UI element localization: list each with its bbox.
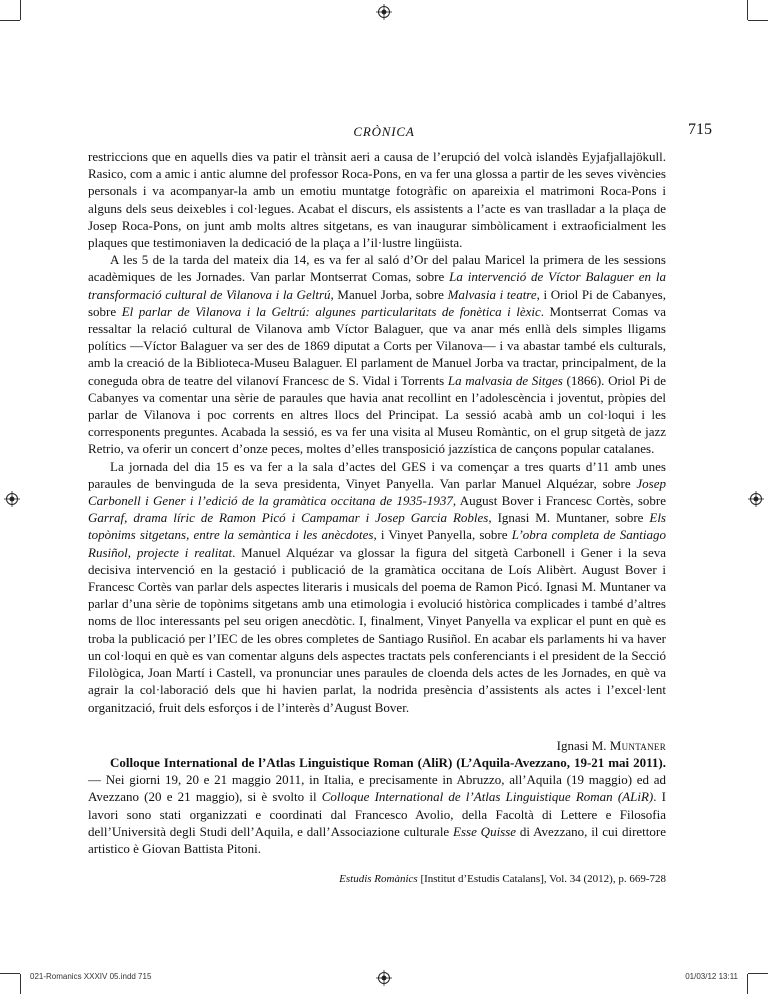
registration-mark-icon	[376, 970, 392, 986]
crop-mark	[747, 974, 748, 994]
paragraph: La jornada del dia 15 es va fer a la sala d’actes del GES i va començar a tres quarts d’11 amb unes paraules de benvinguda de la seva presidenta, Vinyet Panyella. Van parlar Manuel Alquézar, sobre Josep Carbonell i Gener i l’edició de la gramàtica occitana de 1935-1937, August Bover i Francesc Cortès, sobre Garraf, drama líric de Ramon Picó i Campamar i Josep Garcia Robles, Ignasi M. Muntaner, sobre Els topònims sitgetans, entre la semàntica i les anècdotes, i Vinyet Panyella, sobre L’obra completa de Santiago Rusiñol, projecte i realitat. Manuel Alquézar va glossar la figura del sitgetà Carbonell i Gener i la seva decisiva intervenció en la gestació i publicació de la gramàtica occitana de Loís Alibèrt. August Bover i Francesc Cortès van parlar dels aspectes literaris i musicals del poema de Ramon Picó. Ignasi M. Muntaner va parlar d’una sèrie de topònims sitgetans amb una etimologia i evolució històrica complicades i també d’altres noms de lloc interessants pel seu origen anecdòtic. I, finalment, Vinyet Panyella va explicar el punt en què es troba la publicació per l’IEC de les obres completes de Santiago Rusiñol. En acabar els parlaments hi va haver un col·loqui en què es van comentar alguns dels aspectes tractats pels conferenciants i el president de la Secció Filològica, Joan Martí i Castell, va pronunciar unes paraules de cloenda dels actes de les Jornades, en què va agrair la col·laboració dels que hi havien parlat, la nodrida presència d’assistents als actes i l’excel·lent organització, fruit dels esforços i de l’interès d’August Bover.	[88, 458, 666, 715]
author-signature: Ignasi M. Muntaner	[556, 737, 666, 753]
registration-mark-icon	[4, 491, 20, 507]
journal-reference: Estudis Romànics [Institut d’Estudis Catalans], Vol. 34 (2012), p. 669-728	[339, 873, 666, 886]
running-header-title: CRÒNICA	[353, 124, 415, 139]
work-title: La malvasia de Sitges	[447, 372, 563, 388]
crop-mark	[0, 20, 20, 21]
crop-mark	[0, 973, 20, 974]
slug-file-info: 021-Romanics XXXIV 05.indd 715	[30, 972, 152, 981]
paragraph: A les 5 de la tarda del mateix dia 14, es va fer al saló d’Or del palau Maricel la primera de les sessions acadèmiques de les Jornades. Van parlar Montserrat Comas, sobre La intervenció de Víctor Balaguer en la transformació cultural de Vilanova i la Geltrú, Manuel Jorba, sobre Malvasia i teatre, i Oriol Pi de Cabanyes, sobre El parlar de Vilanova i la Geltrú: algunes particularitats de fonètica i lèxic. Montserrat Comas va ressaltar la relació cultural de Vilanova amb Víctor Balaguer, que va anar més enllà dels simples lligams polítics —Víctor Balaguer va ser des de 1869 diputat a Corts per Vilanova— i va abastar també els culturals, amb la creació de la Biblioteca-Museu Balaguer. El parlament de Manuel Jorba va tractar, principalment, de la coneguda obra de teatre del vilanoví Francesc de S. Vidal i Torrents La malvasia de Sitges (1866). Oriol Pi de Cabanyes va comentar una sèrie de paraules que havia anat recollint en l’adolescència i joventut, pròpies del parlar de Vilanova i poc corrents en altres llocs del Principat. La sessió acabà amb un col·loqui i les corresponents preguntes. Acabada la sessió, es va fer una visita al Museu Romàntic, on el grup sitgetà de jazz Retrio, va oferir un concert d’onze peces, moltes d’elles transposició jazzística de cançons popular catalanes.	[88, 252, 667, 457]
association-name: Esse Quisse	[453, 823, 517, 839]
talk-title: La intervenció de Víctor Balaguer en la transformació cultural de Vilanova i la Geltrú	[88, 269, 667, 302]
registration-mark-icon	[376, 4, 392, 20]
registration-mark-icon	[748, 491, 764, 507]
talk-title: El parlar de Vilanova i la Geltrú: algunes particularitats de fonètica i lèxic	[121, 303, 541, 319]
section-paragraph: Colloque International de l’Atlas Linguistique Roman (AliR) (L’Aquila-Avezzano, 19-21 mai 2011). — Nei giorni 19, 20 e 21 maggio 2011, in Italia, e precisamente in Abruzzo, all’Aquila (19 maggio) ed ad Avezzano (20 e 21 maggio), si è svolto il Colloque International de l’Atlas Linguistique Roman (ALiR). I lavori sono stati organizzati e coordinati dal Francesco Avolio, della Facoltà di Lettere e Filosofia dell’Università degli Studi dell’Aquila, e dall’Associazione culturale Esse Quisse di Avezzano, il cui direttore artistico è Giovan Battista Pitoni.	[88, 754, 666, 856]
slug-date-info: 01/03/12 13:11	[685, 972, 738, 981]
crop-mark	[20, 974, 21, 994]
crop-mark	[748, 973, 768, 974]
article-body	[88, 148, 666, 888]
talk-title: Els topònims sitgetans, entre la semàntica i les anècdotes	[88, 510, 666, 543]
talk-title: Garraf, drama líric de Ramon Picó i Campamar i Josep Garcia Robles,	[88, 510, 492, 526]
paragraph: restriccions que en aquells dies va patir el trànsit aeri a causa de l’erupció del volcà islandès Eyjafjallajökull. Rasico, com a amic i antic alumne del professor Roca-Pons, en va fer una glossa a partir de les seves vivències personals i va acompanyar-la amb un emotiu muntatge fotogràfic on apareixia el matrimoni Roca-Pons i alguns dels seus deixebles i col·legues. Acabat el discurs, els assistents a l’acte es van traslladar a la plaça de Josep Roca-Pons, on junt amb molts altres sitgetans, es van inaugurar simbòlicament i extraoficialment les plaques que testimoniaven la dedicació de la plaça a l’il·lustre lingüista.	[88, 149, 666, 251]
event-title: Colloque International de l’Atlas Linguistique Roman (ALiR)	[321, 789, 654, 805]
crop-mark	[747, 0, 748, 20]
crop-mark	[20, 0, 21, 20]
talk-title: Josep Carbonell i Gener i l’edició de la gramàtica occitana de 1935-1937	[88, 475, 666, 509]
page-number: 715	[688, 121, 712, 138]
talk-title: Malvasia i teatre	[447, 286, 537, 302]
talk-title: L’obra completa de Santiago Rusiñol, projecte i realitat	[88, 527, 666, 560]
crop-mark	[748, 20, 768, 21]
section-heading: Colloque International de l’Atlas Linguistique Roman (AliR) (L’Aquila-Avezzano, 19-21 mai 2011).	[110, 754, 666, 770]
